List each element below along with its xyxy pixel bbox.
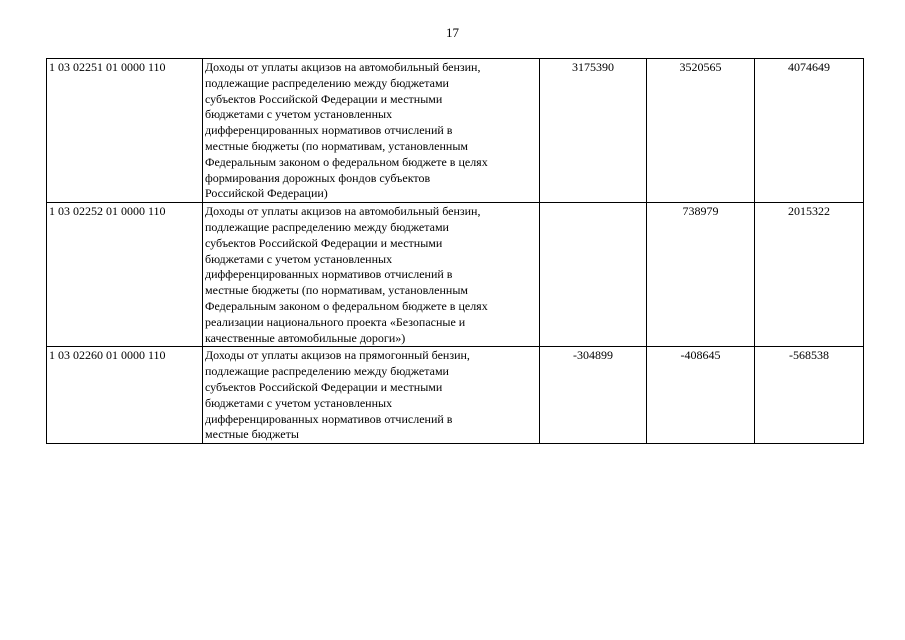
description-line: подлежащие распределению между бюджетами: [205, 219, 449, 234]
value-year-2-cell: 738979: [647, 203, 755, 347]
description-line: местные бюджеты: [205, 427, 299, 442]
revenue-description-cell: [203, 203, 540, 347]
value-year-2-cell: 3520565: [647, 59, 755, 203]
value-year-3-cell: -568538: [755, 347, 864, 444]
description-line: бюджетами с учетом установленных: [205, 251, 393, 266]
description-line: дифференцированных нормативов отчислений в: [205, 123, 453, 138]
revenue-code-cell: [47, 203, 203, 347]
value-year-1-cell: 3175390: [540, 59, 647, 203]
description-line: субъектов Российской Федерации и местными: [205, 379, 443, 394]
value-year-3-cell: 4074649: [755, 59, 864, 203]
description-line: Доходы от уплаты акцизов на автомобильный бензин,: [205, 60, 481, 74]
description-line: бюджетами с учетом установленных: [205, 395, 393, 410]
table-row: [47, 59, 864, 203]
budget-revenue-table: [46, 58, 864, 444]
revenue-code: 1 03 02252 01 0000 110: [49, 204, 166, 219]
revenue-code-cell: [47, 59, 203, 203]
description-line: субъектов Российской Федерации и местными: [205, 91, 443, 106]
description-line: Федеральным законом о федеральном бюджете в целях: [205, 298, 488, 313]
description-line: качественные автомобильные дороги»): [205, 330, 406, 345]
description-line: подлежащие распределению между бюджетами: [205, 75, 449, 90]
description-line: дифференцированных нормативов отчислений в: [205, 267, 453, 282]
revenue-description-cell: [203, 347, 540, 444]
description-line: бюджетами с учетом установленных: [205, 107, 393, 122]
description-line: местные бюджеты (по нормативам, установленным: [205, 138, 468, 153]
description-line: Федеральным законом о федеральном бюджете в целях: [205, 154, 488, 169]
value-year-1-cell: -304899: [540, 347, 647, 444]
description-line: формирования дорожных фондов субъектов: [205, 170, 431, 185]
table-row: [47, 203, 864, 347]
description-line: дифференцированных нормативов отчислений в: [205, 411, 453, 426]
description-line: Доходы от уплаты акцизов на автомобильный бензин,: [205, 204, 481, 219]
table-row: [47, 347, 864, 444]
revenue-code: 1 03 02260 01 0000 110: [49, 348, 166, 363]
revenue-code: 1 03 02251 01 0000 110: [49, 60, 166, 74]
description-line: местные бюджеты (по нормативам, установленным: [205, 283, 468, 298]
revenue-description-cell: [203, 59, 540, 203]
description-line: подлежащие распределению между бюджетами: [205, 364, 449, 379]
page-number: 17: [446, 25, 459, 40]
value-year-3-cell: 2015322: [755, 203, 864, 347]
description-line: Доходы от уплаты акцизов на прямогонный бензин,: [205, 348, 470, 363]
value-year-2-cell: -408645: [647, 347, 755, 444]
description-line: Российской Федерации): [205, 186, 328, 201]
description-line: субъектов Российской Федерации и местными: [205, 235, 443, 250]
revenue-code-cell: [47, 347, 203, 444]
description-line: реализации национального проекта «Безопасные и: [205, 314, 466, 329]
value-year-1-cell: [540, 203, 647, 347]
